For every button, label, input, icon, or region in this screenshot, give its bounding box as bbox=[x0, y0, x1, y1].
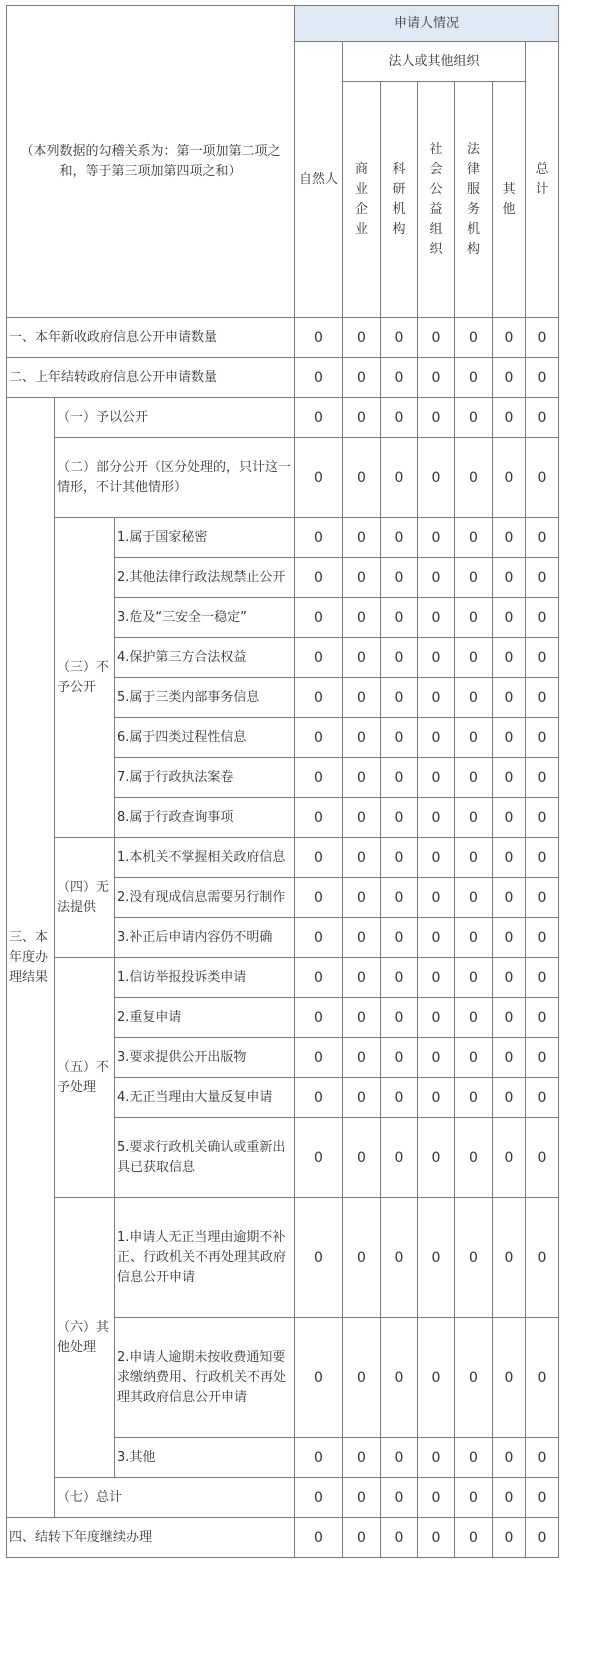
value-cell: 0 bbox=[295, 558, 343, 598]
value-cell: 0 bbox=[418, 518, 455, 558]
value-cell: 0 bbox=[295, 958, 343, 998]
value-cell: 0 bbox=[418, 558, 455, 598]
table-row bbox=[7, 1518, 559, 1558]
value-cell: 0 bbox=[343, 1478, 381, 1518]
group-other-handling: （六）其他处理 bbox=[55, 1198, 115, 1478]
value-cell: 0 bbox=[493, 1318, 526, 1438]
value-cell: 0 bbox=[381, 398, 418, 438]
value-cell: 0 bbox=[526, 318, 559, 358]
value-cell: 0 bbox=[343, 798, 381, 838]
value-cell: 0 bbox=[343, 1078, 381, 1118]
item-label: 1.本机关不掌握相关政府信息 bbox=[115, 838, 295, 878]
value-cell: 0 bbox=[295, 1318, 343, 1438]
col-research: 科研机构 bbox=[381, 82, 418, 318]
value-cell: 0 bbox=[418, 1038, 455, 1078]
value-cell: 0 bbox=[455, 438, 493, 518]
value-cell: 0 bbox=[526, 838, 559, 878]
item-label: 3.危及“三安全一稳定” bbox=[115, 598, 295, 638]
value-cell: 0 bbox=[381, 1438, 418, 1478]
value-cell: 0 bbox=[493, 718, 526, 758]
item-label: 3.补正后申请内容仍不明确 bbox=[115, 918, 295, 958]
value-cell: 0 bbox=[493, 798, 526, 838]
value-cell: 0 bbox=[526, 1038, 559, 1078]
value-cell: 0 bbox=[418, 718, 455, 758]
value-cell: 0 bbox=[455, 758, 493, 798]
group-partial: （二）部分公开（区分处理的，只计这一情形，不计其他情形） bbox=[55, 438, 295, 518]
value-cell: 0 bbox=[295, 1478, 343, 1518]
value-cell: 0 bbox=[526, 438, 559, 518]
value-cell: 0 bbox=[493, 1078, 526, 1118]
value-cell: 0 bbox=[295, 518, 343, 558]
item-label: 1.信访举报投诉类申请 bbox=[115, 958, 295, 998]
value-cell: 0 bbox=[381, 1118, 418, 1198]
value-cell: 0 bbox=[343, 598, 381, 638]
value-cell: 0 bbox=[526, 718, 559, 758]
value-cell: 0 bbox=[526, 638, 559, 678]
value-cell: 0 bbox=[493, 758, 526, 798]
value-cell: 0 bbox=[526, 1318, 559, 1438]
value-cell: 0 bbox=[493, 1438, 526, 1478]
value-cell: 0 bbox=[455, 1078, 493, 1118]
value-cell: 0 bbox=[381, 558, 418, 598]
value-cell: 0 bbox=[418, 1518, 455, 1558]
value-cell: 0 bbox=[493, 398, 526, 438]
value-cell: 0 bbox=[526, 1438, 559, 1478]
table-row bbox=[7, 1198, 559, 1318]
value-cell: 0 bbox=[343, 1438, 381, 1478]
value-cell: 0 bbox=[295, 678, 343, 718]
value-cell: 0 bbox=[381, 1518, 418, 1558]
value-cell: 0 bbox=[343, 678, 381, 718]
group-not-processed: （五）不予处理 bbox=[55, 958, 115, 1198]
value-cell: 0 bbox=[295, 798, 343, 838]
value-cell: 0 bbox=[455, 1518, 493, 1558]
value-cell: 0 bbox=[526, 958, 559, 998]
value-cell: 0 bbox=[343, 878, 381, 918]
item-label: 6.属于四类过程性信息 bbox=[115, 718, 295, 758]
value-cell: 0 bbox=[418, 598, 455, 638]
value-cell: 0 bbox=[455, 638, 493, 678]
value-cell: 0 bbox=[455, 718, 493, 758]
value-cell: 0 bbox=[381, 598, 418, 638]
item-label: 3.其他 bbox=[115, 1438, 295, 1478]
value-cell: 0 bbox=[455, 678, 493, 718]
value-cell: 0 bbox=[418, 318, 455, 358]
value-cell: 0 bbox=[526, 1078, 559, 1118]
value-cell: 0 bbox=[418, 678, 455, 718]
item-label: 2.其他法律行政法规禁止公开 bbox=[115, 558, 295, 598]
value-cell: 0 bbox=[295, 998, 343, 1038]
item-label: 7.属于行政执法案卷 bbox=[115, 758, 295, 798]
value-cell: 0 bbox=[493, 318, 526, 358]
item-label: 2.申请人逾期未按收费通知要求缴纳费用、行政机关不再处理其政府信息公开申请 bbox=[115, 1318, 295, 1438]
value-cell: 0 bbox=[418, 918, 455, 958]
value-cell: 0 bbox=[295, 1038, 343, 1078]
item-label: 3.要求提供公开出版物 bbox=[115, 1038, 295, 1078]
value-cell: 0 bbox=[381, 318, 418, 358]
value-cell: 0 bbox=[493, 678, 526, 718]
value-cell: 0 bbox=[381, 998, 418, 1038]
value-cell: 0 bbox=[343, 1518, 381, 1558]
value-cell: 0 bbox=[455, 1478, 493, 1518]
value-cell: 0 bbox=[455, 998, 493, 1038]
value-cell: 0 bbox=[381, 958, 418, 998]
value-cell: 0 bbox=[455, 838, 493, 878]
value-cell: 0 bbox=[343, 558, 381, 598]
value-cell: 0 bbox=[455, 518, 493, 558]
value-cell: 0 bbox=[343, 758, 381, 798]
value-cell: 0 bbox=[455, 1438, 493, 1478]
value-cell: 0 bbox=[381, 878, 418, 918]
value-cell: 0 bbox=[418, 838, 455, 878]
col-business: 商业企业 bbox=[343, 82, 381, 318]
value-cell: 0 bbox=[455, 1118, 493, 1198]
value-cell: 0 bbox=[418, 798, 455, 838]
value-cell: 0 bbox=[295, 918, 343, 958]
value-cell: 0 bbox=[418, 358, 455, 398]
value-cell: 0 bbox=[295, 598, 343, 638]
table-row bbox=[7, 318, 559, 358]
value-cell: 0 bbox=[493, 1478, 526, 1518]
value-cell: 0 bbox=[418, 998, 455, 1038]
table-row bbox=[7, 518, 559, 558]
value-cell: 0 bbox=[418, 878, 455, 918]
value-cell: 0 bbox=[418, 1078, 455, 1118]
value-cell: 0 bbox=[526, 998, 559, 1038]
value-cell: 0 bbox=[418, 758, 455, 798]
value-cell: 0 bbox=[418, 438, 455, 518]
value-cell: 0 bbox=[295, 878, 343, 918]
value-cell: 0 bbox=[295, 398, 343, 438]
col-legal-service: 法律服务机构 bbox=[455, 82, 493, 318]
value-cell: 0 bbox=[381, 1198, 418, 1318]
item-label: 1.属于国家秘密 bbox=[115, 518, 295, 558]
value-cell: 0 bbox=[526, 358, 559, 398]
value-cell: 0 bbox=[418, 638, 455, 678]
value-cell: 0 bbox=[295, 758, 343, 798]
value-cell: 0 bbox=[493, 958, 526, 998]
value-cell: 0 bbox=[455, 1038, 493, 1078]
value-cell: 0 bbox=[493, 558, 526, 598]
value-cell: 0 bbox=[455, 1318, 493, 1438]
value-cell: 0 bbox=[343, 918, 381, 958]
value-cell: 0 bbox=[295, 1078, 343, 1118]
section-carry-forward: 四、结转下年度继续办理 bbox=[7, 1518, 295, 1558]
group-cannot-provide: （四）无法提供 bbox=[55, 838, 115, 958]
value-cell: 0 bbox=[526, 1198, 559, 1318]
item-label: 4.保护第三方合法权益 bbox=[115, 638, 295, 678]
value-cell: 0 bbox=[343, 318, 381, 358]
value-cell: 0 bbox=[381, 798, 418, 838]
table-row bbox=[7, 398, 559, 438]
value-cell: 0 bbox=[381, 1318, 418, 1438]
value-cell: 0 bbox=[343, 398, 381, 438]
value-cell: 0 bbox=[295, 638, 343, 678]
section-carried-over: 二、上年结转政府信息公开申请数量 bbox=[7, 358, 295, 398]
item-label: 2.没有现成信息需要另行制作 bbox=[115, 878, 295, 918]
value-cell: 0 bbox=[381, 1038, 418, 1078]
value-cell: 0 bbox=[381, 758, 418, 798]
table-row bbox=[7, 438, 559, 518]
value-cell: 0 bbox=[526, 678, 559, 718]
value-cell: 0 bbox=[455, 958, 493, 998]
value-cell: 0 bbox=[381, 718, 418, 758]
section-results: 三、本年度办理结果 bbox=[7, 398, 55, 1518]
value-cell: 0 bbox=[526, 758, 559, 798]
value-cell: 0 bbox=[343, 1318, 381, 1438]
item-label: 5.要求行政机关确认或重新出具已获取信息 bbox=[115, 1118, 295, 1198]
value-cell: 0 bbox=[343, 438, 381, 518]
value-cell: 0 bbox=[295, 1198, 343, 1318]
col-other: 其他 bbox=[493, 82, 526, 318]
value-cell: 0 bbox=[381, 438, 418, 518]
group-not-disclosed: （三）不予公开 bbox=[55, 518, 115, 838]
value-cell: 0 bbox=[381, 678, 418, 718]
value-cell: 0 bbox=[418, 1318, 455, 1438]
value-cell: 0 bbox=[493, 518, 526, 558]
col-total: 总计 bbox=[526, 42, 559, 318]
value-cell: 0 bbox=[343, 518, 381, 558]
value-cell: 0 bbox=[526, 1478, 559, 1518]
value-cell: 0 bbox=[526, 1518, 559, 1558]
value-cell: 0 bbox=[381, 1478, 418, 1518]
value-cell: 0 bbox=[493, 878, 526, 918]
table-row bbox=[7, 1478, 559, 1518]
value-cell: 0 bbox=[455, 878, 493, 918]
col-natural-person: 自然人 bbox=[295, 42, 343, 318]
value-cell: 0 bbox=[526, 918, 559, 958]
value-cell: 0 bbox=[381, 518, 418, 558]
item-label: 4.无正当理由大量反复申请 bbox=[115, 1078, 295, 1118]
value-cell: 0 bbox=[381, 638, 418, 678]
value-cell: 0 bbox=[343, 638, 381, 678]
value-cell: 0 bbox=[455, 318, 493, 358]
value-cell: 0 bbox=[418, 398, 455, 438]
value-cell: 0 bbox=[418, 1118, 455, 1198]
item-label: 8.属于行政查询事项 bbox=[115, 798, 295, 838]
value-cell: 0 bbox=[526, 398, 559, 438]
value-cell: 0 bbox=[343, 358, 381, 398]
section-new-requests: 一、本年新收政府信息公开申请数量 bbox=[7, 318, 295, 358]
value-cell: 0 bbox=[295, 1118, 343, 1198]
value-cell: 0 bbox=[493, 1118, 526, 1198]
value-cell: 0 bbox=[295, 318, 343, 358]
value-cell: 0 bbox=[343, 1118, 381, 1198]
value-cell: 0 bbox=[526, 518, 559, 558]
item-label: 2.重复申请 bbox=[115, 998, 295, 1038]
table-row bbox=[7, 838, 559, 878]
value-cell: 0 bbox=[493, 838, 526, 878]
value-cell: 0 bbox=[493, 998, 526, 1038]
value-cell: 0 bbox=[455, 798, 493, 838]
value-cell: 0 bbox=[418, 1478, 455, 1518]
value-cell: 0 bbox=[295, 838, 343, 878]
value-cell: 0 bbox=[455, 1198, 493, 1318]
value-cell: 0 bbox=[526, 598, 559, 638]
value-cell: 0 bbox=[526, 798, 559, 838]
value-cell: 0 bbox=[343, 1198, 381, 1318]
group-total: （七）总计 bbox=[55, 1478, 295, 1518]
value-cell: 0 bbox=[343, 998, 381, 1038]
value-cell: 0 bbox=[418, 1198, 455, 1318]
item-label: 1.申请人无正当理由逾期不补正、行政机关不再处理其政府信息公开申请 bbox=[115, 1198, 295, 1318]
value-cell: 0 bbox=[493, 438, 526, 518]
value-cell: 0 bbox=[295, 718, 343, 758]
value-cell: 0 bbox=[295, 438, 343, 518]
value-cell: 0 bbox=[493, 918, 526, 958]
value-cell: 0 bbox=[295, 1518, 343, 1558]
value-cell: 0 bbox=[381, 1078, 418, 1118]
value-cell: 0 bbox=[381, 358, 418, 398]
value-cell: 0 bbox=[526, 558, 559, 598]
value-cell: 0 bbox=[343, 838, 381, 878]
value-cell: 0 bbox=[526, 1118, 559, 1198]
value-cell: 0 bbox=[493, 1038, 526, 1078]
value-cell: 0 bbox=[493, 358, 526, 398]
value-cell: 0 bbox=[493, 1198, 526, 1318]
value-cell: 0 bbox=[493, 638, 526, 678]
group-disclosed: （一）予以公开 bbox=[55, 398, 295, 438]
value-cell: 0 bbox=[343, 1038, 381, 1078]
col-public-welfare: 社会公益组织 bbox=[418, 82, 455, 318]
value-cell: 0 bbox=[455, 918, 493, 958]
value-cell: 0 bbox=[455, 398, 493, 438]
value-cell: 0 bbox=[418, 958, 455, 998]
value-cell: 0 bbox=[455, 558, 493, 598]
value-cell: 0 bbox=[526, 878, 559, 918]
value-cell: 0 bbox=[343, 958, 381, 998]
value-cell: 0 bbox=[418, 1438, 455, 1478]
value-cell: 0 bbox=[381, 838, 418, 878]
value-cell: 0 bbox=[493, 598, 526, 638]
applicant-header: 申请人情况 bbox=[295, 6, 559, 42]
disclosure-report-table bbox=[6, 5, 559, 1558]
value-cell: 0 bbox=[381, 918, 418, 958]
item-label: 5.属于三类内部事务信息 bbox=[115, 678, 295, 718]
table-row bbox=[7, 358, 559, 398]
table-row bbox=[7, 958, 559, 998]
legal-entity-header: 法人或其他组织 bbox=[343, 42, 526, 82]
value-cell: 0 bbox=[493, 1518, 526, 1558]
value-cell: 0 bbox=[455, 358, 493, 398]
header-note: （本列数据的勾稽关系为：第一项加第二项之和，等于第三项加第四项之和） bbox=[7, 6, 295, 318]
value-cell: 0 bbox=[455, 598, 493, 638]
value-cell: 0 bbox=[343, 718, 381, 758]
value-cell: 0 bbox=[295, 1438, 343, 1478]
value-cell: 0 bbox=[295, 358, 343, 398]
